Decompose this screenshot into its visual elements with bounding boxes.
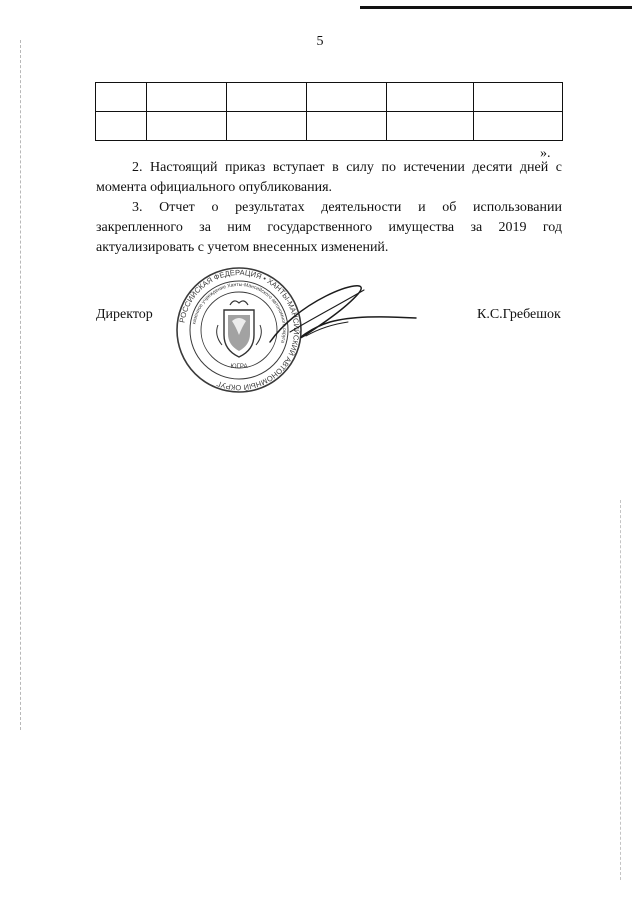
table-cell xyxy=(307,112,387,141)
handwritten-signature xyxy=(230,270,420,360)
table-cell xyxy=(147,112,227,141)
paragraph-line: закрепленного за ним государственного имущества за 2019 год xyxy=(96,220,562,235)
table-cell xyxy=(474,83,563,112)
continued-table xyxy=(95,82,563,141)
seal-outer-text: РОССИЙСКАЯ ФЕДЕРАЦИЯ • ХАНТЫ-МАНСИЙСКИЙ АВТОНОМНЫЙ ОКРУГ xyxy=(177,267,302,393)
table-cell xyxy=(147,83,227,112)
table-cell xyxy=(307,83,387,112)
seal-center-text: ЮГРА xyxy=(230,364,248,370)
paragraph-line: 3. Отчет о результатах деятельности и об использовании xyxy=(132,200,562,215)
table-cell xyxy=(387,112,474,141)
page-number: 5 xyxy=(316,34,324,49)
paragraph-line: актуализировать с учетом внесенных изменений. xyxy=(96,240,389,255)
signatory-title: Директор xyxy=(96,307,153,322)
paragraph-line: момента официального опубликования. xyxy=(96,180,333,195)
paragraph-2 xyxy=(96,158,562,198)
seal-inner-text: казенное учреждение Ханты-Мансийского автономного округа xyxy=(191,281,288,344)
top-rule xyxy=(360,6,632,9)
table-cell xyxy=(387,83,474,112)
table-row xyxy=(96,112,563,141)
table-cell xyxy=(227,83,307,112)
paragraph-line: 2. Настоящий приказ вступает в силу по истечении десяти дней с xyxy=(132,160,562,175)
table-row xyxy=(96,83,563,112)
closing-quote: ». xyxy=(540,146,551,161)
scan-right-edge xyxy=(620,500,621,880)
table-cell xyxy=(96,83,147,112)
signatory-name: К.С.Гребешок xyxy=(477,307,561,322)
table-cell xyxy=(227,112,307,141)
table-cell xyxy=(96,112,147,141)
scan-left-edge xyxy=(20,40,21,730)
paragraph-3 xyxy=(96,198,562,258)
table-cell xyxy=(474,112,563,141)
